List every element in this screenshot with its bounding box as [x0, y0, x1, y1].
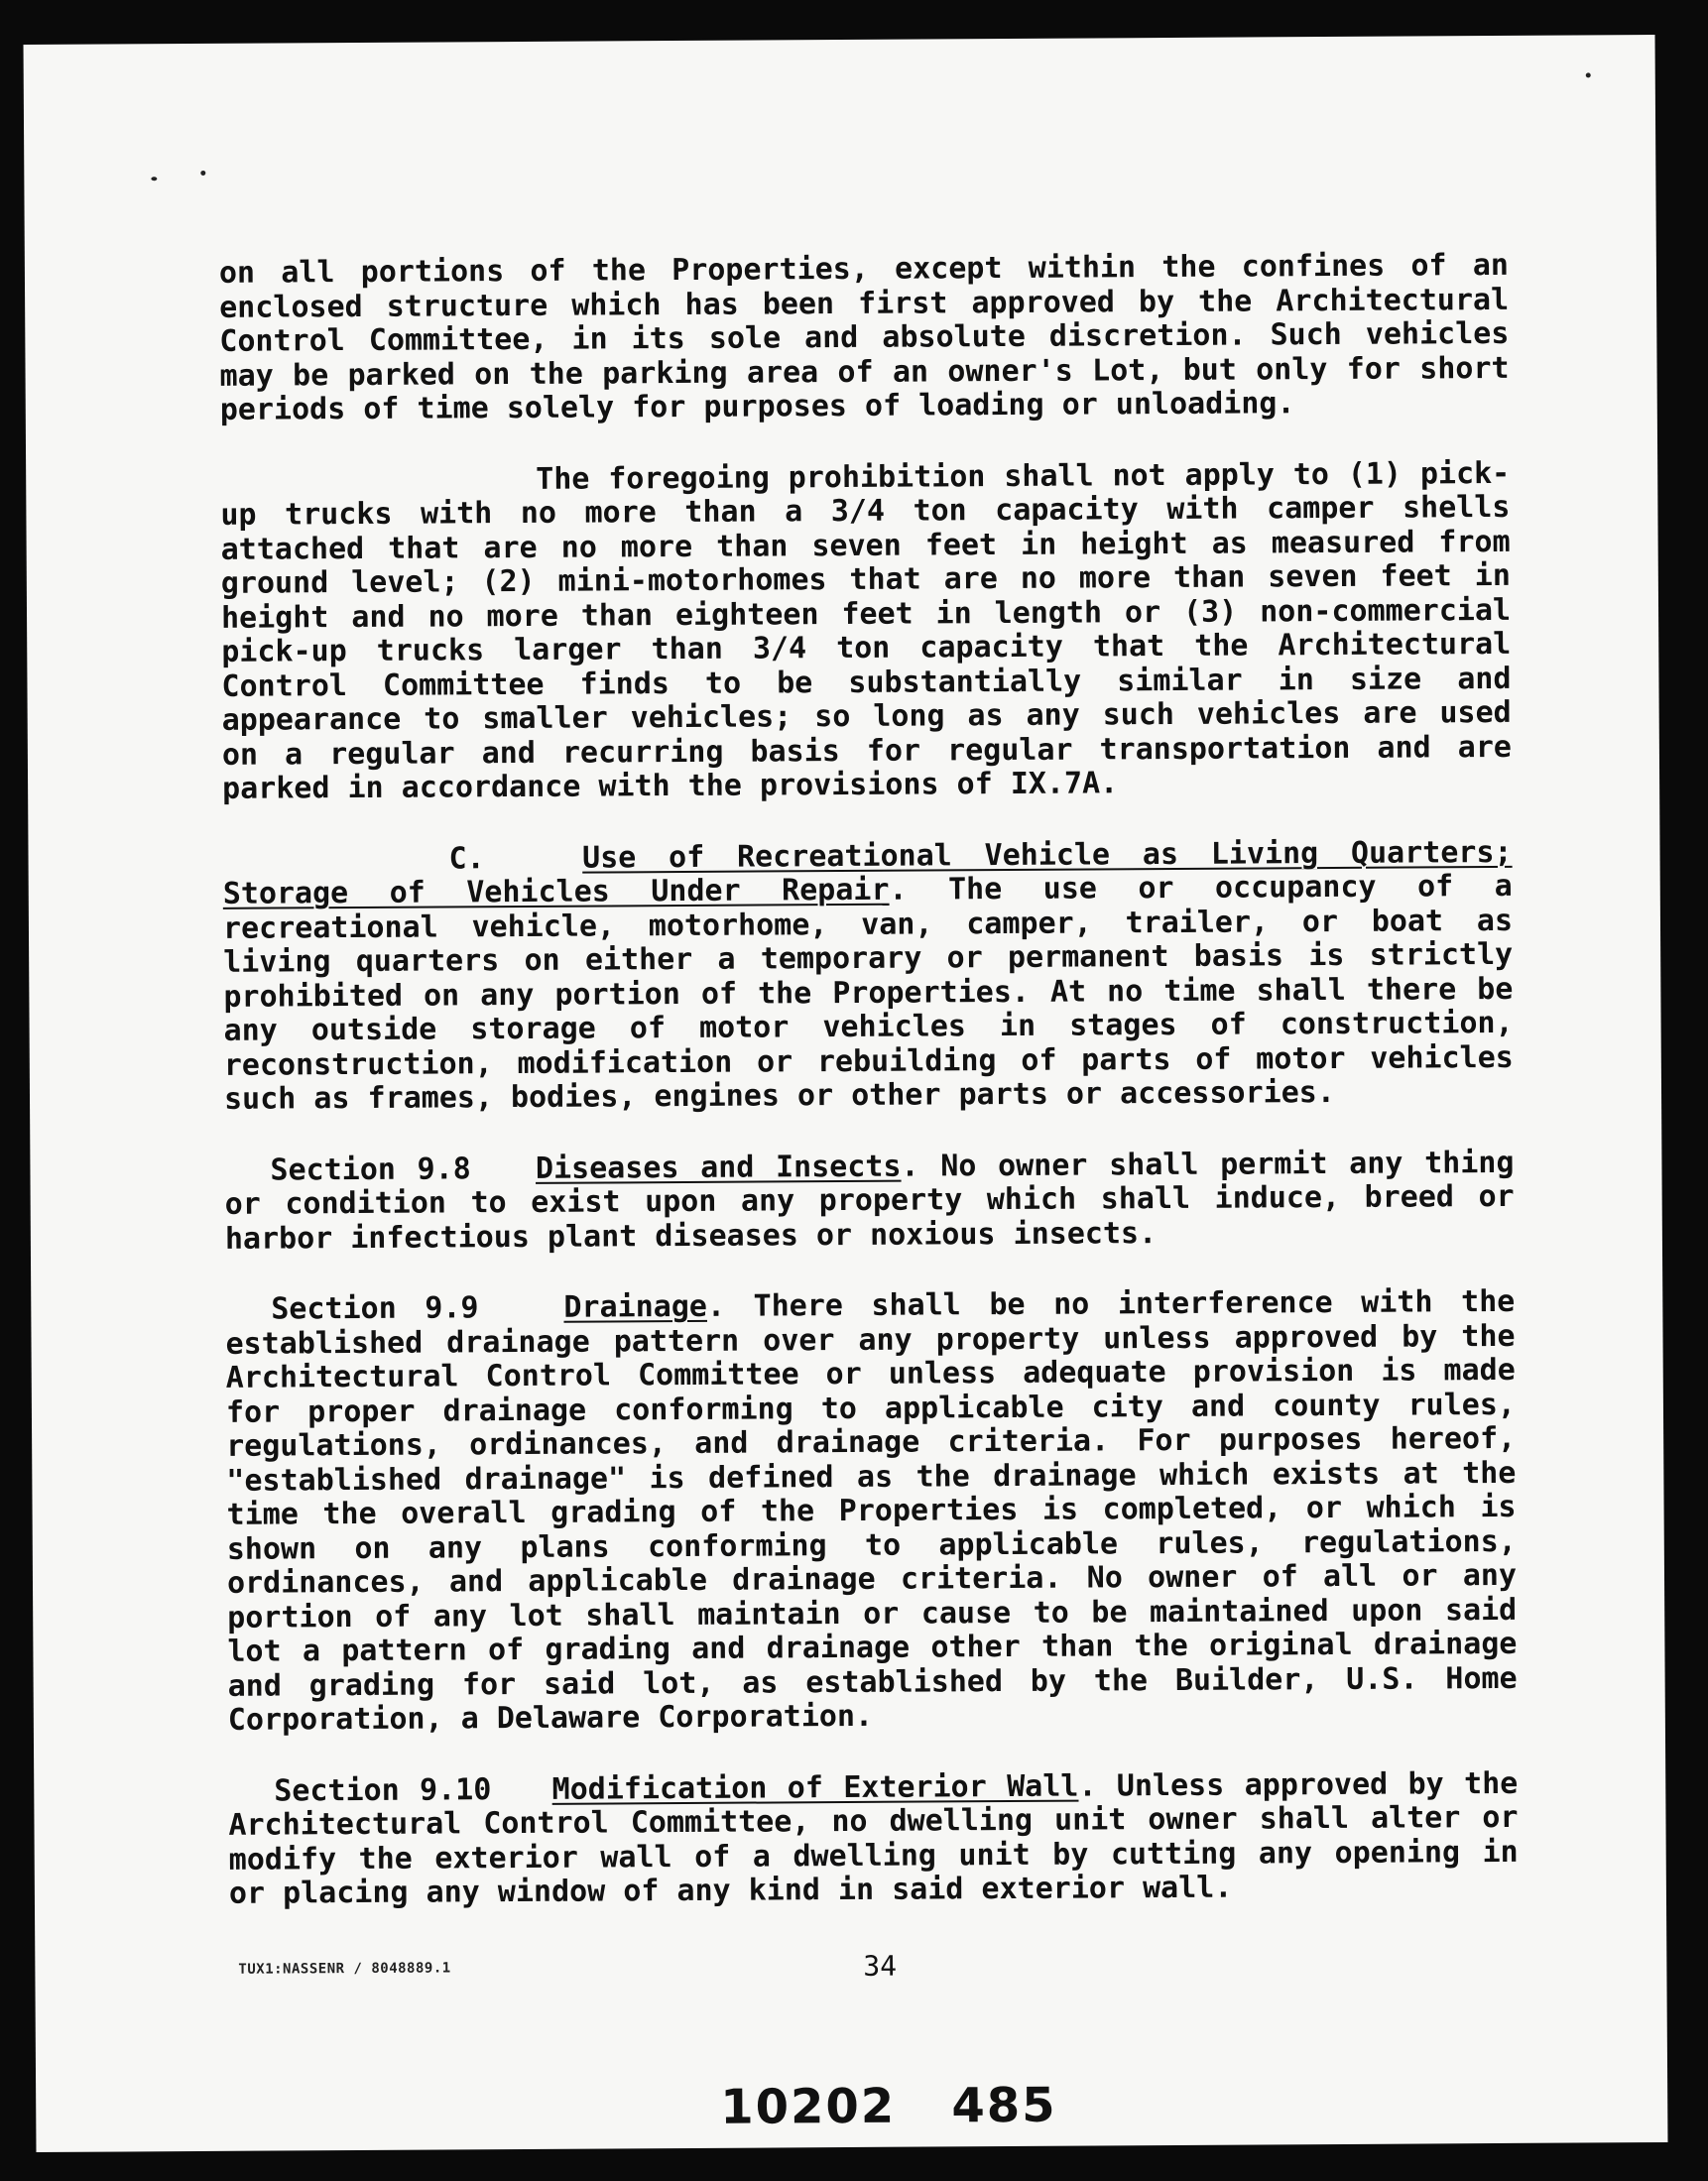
document-body [219, 249, 1519, 1948]
section-heading: Drainage [563, 1288, 708, 1325]
section-heading: Diseases and Insects [535, 1149, 902, 1186]
section-9-10 [228, 1766, 1519, 1911]
stamp-number: 10202 485 [720, 2077, 1057, 2135]
section-heading: Modification of Exterior Wall [551, 1768, 1079, 1807]
section-label: Section 9.10 [274, 1771, 492, 1809]
paragraph-recreational-vehicle [222, 835, 1514, 1117]
section-9-8 [224, 1146, 1515, 1256]
paragraph-text: on all portions of the Properties, except within the confines of an enclosed structure which has been first approved by the Architectural Control Committee, in its sole and absolute discretion. Such vehicles may be parked on the parking area of an owner's Lot, but only for short periods of time solely for purposes of loading or unloading. [218, 247, 1510, 427]
paragraph-text: . Unless approved by the Architectural Control Committee, no dwelling unit owner shall alter or modify the exterior wall of a dwelling unit by cutting any opening in or placing any window of any kind in said exterior wall. [228, 1765, 1519, 1911]
page-number: 34 [863, 1949, 898, 1983]
section-label: Section 9.8 [270, 1151, 471, 1188]
paragraph-text: The foregoing prohibition shall not apply to (1) pick-up trucks with no more than a 3/4 ton capacity with camper shells attached that are no more than seven feet in height as measured from ground level; (2) mini-motorhomes that are no more than seven feet in height and no more than eighteen feet in length or (3) non-commercial pick-up trucks larger than 3/4 ton capacity that the Architectural Control Committee finds to be substantially similar in size and appearance to smaller vehicles; so long as any such vehicles are used on a regular and recurring basis for regular transportation and are parked in accordance with the provisions of IX.7A. [220, 455, 1512, 806]
section-heading: Use of Recreational Vehicle as Living Quarters; Storage of Vehicles Under Repair [222, 834, 1513, 911]
document-page [24, 35, 1668, 2152]
paragraph-text: . No owner shall permit any thing or condition to exist upon any property which shall induce, breed or harbor infectious plant diseases or noxious insects. [224, 1145, 1515, 1257]
section-9-9 [225, 1285, 1518, 1738]
scan-speck [1586, 72, 1591, 77]
paragraph-text: . The use or occupancy of a recreational vehicle, motorhome, van, camper, trailer, or boat as living quarters on either a temporary or permanent basis is strictly prohibited on any portion of the Properties. At no time shall there be any outside storage of motor vehicles in stages of construction, reconstruction, modification or rebuilding of parts of motor vehicles such as frames, bodies, engines or other parts or accessories. [222, 868, 1514, 1117]
paragraph-label: C. [448, 840, 485, 876]
section-label: Section 9.9 [271, 1290, 479, 1327]
paragraph-foregoing-prohibition [220, 456, 1512, 806]
paragraph-text: . There shall be no interference with the established drainage pattern over any property unless approved by the Architectural Control Committee or unless adequate provision is made for proper drainage conforming to applicable city and county rules, regulations, ordinances, and drainage criteria. For purposes hereof, "established drainage" is defined as the drainage which exists at the time the overall grading of the Properties is completed, or which is shown on any plans conforming to applicable rules, regulations, ordinances, and applicable drainage criteria. No owner of all or any portion of any lot shall maintain or cause to be maintained upon said lot a pattern of grading and drainage other than the original drainage and grading for said lot, as established by the Builder, U.S. Home Corporation, a Delaware Corporation. [225, 1283, 1518, 1738]
paragraph-vehicle-parking [219, 249, 1510, 427]
footer-document-reference: TUX1:NASSENR / 8048889.1 [238, 1960, 451, 1978]
scan-speck [200, 171, 205, 176]
scan-speck [151, 177, 157, 181]
